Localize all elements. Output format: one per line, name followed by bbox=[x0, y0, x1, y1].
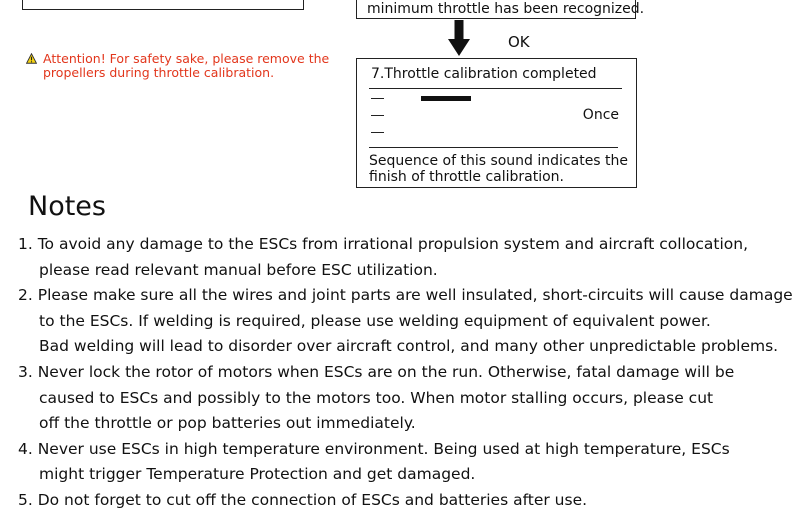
notes-list bbox=[18, 232, 794, 514]
note-line: 4. Never use ESCs in high temperature environment. Being used at high temperature, ESCs bbox=[18, 439, 730, 458]
min-throttle-box bbox=[356, 0, 645, 19]
note-line: please read relevant manual before ESC utilization. bbox=[39, 260, 438, 279]
calibration-title: 7.Throttle calibration completed bbox=[371, 66, 597, 82]
min-throttle-text: minimum throttle has been recognized. bbox=[367, 1, 645, 17]
note-line: might trigger Temperature Protection and get damaged. bbox=[39, 465, 476, 484]
dash-mark bbox=[371, 115, 384, 116]
note-line: 5. Do not forget to cut off the connection of ESCs and batteries after use. bbox=[18, 490, 588, 509]
ok-label: OK bbox=[508, 33, 530, 51]
note-line: Bad welding will lead to disorder over aircraft control, and many other unpredictable problems. bbox=[39, 337, 779, 356]
top-left-box-fragment bbox=[22, 0, 304, 10]
sequence-line-1: Sequence of this sound indicates the bbox=[369, 153, 629, 169]
sequence-line-2: finish of throttle calibration. bbox=[369, 168, 564, 185]
note-line: 2. Please make sure all the wires and joint parts are well insulated, short-circuits will cause damage bbox=[18, 286, 793, 305]
note-item-3 bbox=[18, 360, 794, 437]
note-line: 3. Never lock the rotor of motors when ESCs are on the run. Otherwise, fatal damage will be bbox=[18, 362, 735, 381]
note-line: caused to ESCs and possibly to the motors too. When motor stalling occurs, please cut bbox=[39, 388, 714, 407]
long-beep-bar bbox=[421, 96, 471, 101]
calibration-completed-box bbox=[356, 58, 637, 188]
dash-mark bbox=[371, 98, 384, 99]
note-line: off the throttle or pop batteries out immediately. bbox=[39, 414, 416, 433]
note-item-5 bbox=[18, 488, 794, 514]
warning-triangle-icon bbox=[26, 53, 37, 64]
repeat-label: Once bbox=[582, 107, 619, 123]
down-arrow-icon bbox=[448, 20, 470, 56]
safety-warning bbox=[26, 52, 346, 80]
warning-line-1: Attention! For safety sake, please remove the bbox=[43, 51, 330, 66]
sequence-description bbox=[369, 154, 629, 185]
note-item-4 bbox=[18, 437, 794, 488]
warning-line-2: propellers during throttle calibration. bbox=[43, 65, 275, 80]
note-item-1 bbox=[18, 232, 794, 283]
note-line: 1. To avoid any damage to the ESCs from irrational propulsion system and aircraft collocation, bbox=[18, 235, 748, 253]
note-item-2 bbox=[18, 283, 794, 360]
divider bbox=[369, 147, 618, 148]
dash-mark bbox=[371, 132, 384, 133]
divider bbox=[369, 88, 622, 89]
note-line: to the ESCs. If welding is required, please use welding equipment of equivalent power. bbox=[39, 311, 711, 330]
notes-heading: Notes bbox=[28, 191, 106, 222]
